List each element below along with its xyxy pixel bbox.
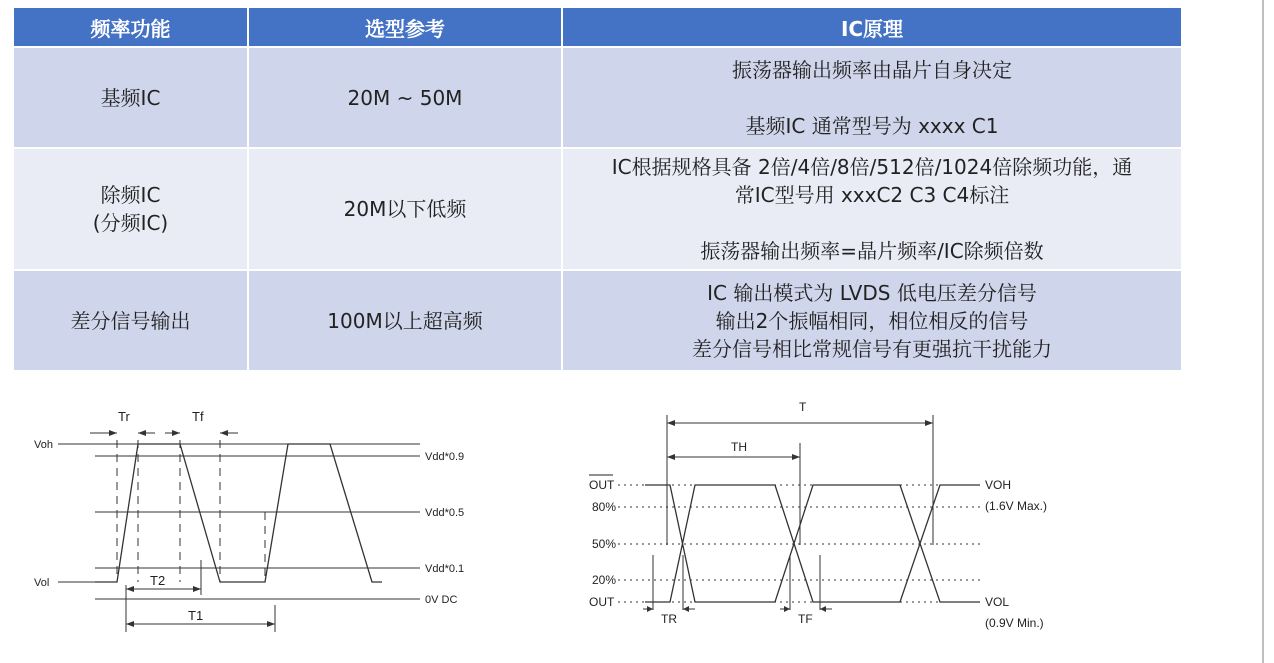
header-func: 频率功能 xyxy=(14,8,248,47)
label-voh: VOH xyxy=(985,478,1012,492)
label-out-bar: OUT xyxy=(589,478,615,492)
label-th: TH xyxy=(731,440,747,454)
lvds-timing-diagram xyxy=(585,395,1065,640)
cell-text: 基频IC xyxy=(100,85,161,110)
cell-text: 振荡器输出频率由晶片自身决定 xyxy=(732,57,1012,82)
cell-func xyxy=(14,47,248,148)
header-ref: 选型参考 xyxy=(248,8,562,47)
table-header-row xyxy=(14,8,1181,47)
label-80: 80% xyxy=(592,500,617,514)
table-row xyxy=(14,148,1181,270)
label-out: OUT xyxy=(589,595,615,609)
cell-ref: 20M以下低频 xyxy=(248,148,562,270)
cell-gap xyxy=(569,209,1175,237)
cell-text: IC 输出模式为 LVDS 低电压差分信号 xyxy=(707,280,1037,305)
label-t1: T1 xyxy=(188,608,204,623)
cell-ref: 20M ~ 50M xyxy=(248,47,562,148)
label-tr: TR xyxy=(661,612,677,626)
cell-text: 差分信号输出 xyxy=(70,308,191,333)
cell-text: 常IC型号用 xxxC2 C3 C4标注 xyxy=(734,183,1010,207)
cell-text: 振荡器输出频率=晶片频率/IC除频倍数 xyxy=(700,239,1044,263)
label-vdd09: Vdd*0.9 xyxy=(425,451,465,463)
label-t2: T2 xyxy=(150,573,166,588)
table-row xyxy=(14,47,1181,148)
cell-text: (分频IC) xyxy=(92,211,169,235)
cell-text: 差分信号相比常规信号有更强抗干扰能力 xyxy=(692,336,1052,361)
label-50: 50% xyxy=(592,537,617,551)
header-principle: IC原理 xyxy=(562,8,1181,47)
cell-func xyxy=(14,270,248,370)
cell-func xyxy=(14,148,248,270)
table-row xyxy=(14,270,1181,370)
label-vdd05: Vdd*0.5 xyxy=(425,507,465,519)
clock-timing-diagram xyxy=(20,400,490,640)
cell-ref: 100M以上超高频 xyxy=(248,270,562,370)
cell-text: 除频IC xyxy=(100,183,161,207)
label-tr: Tr xyxy=(118,409,130,424)
cell-principle xyxy=(562,47,1181,148)
cell-text: IC根据规格具备 2倍/4倍/8倍/512倍/1024倍除频功能，通 xyxy=(611,155,1133,179)
label-tf: Tf xyxy=(192,409,204,424)
label-voh-note: (1.6V Max.) xyxy=(985,499,1048,513)
label-vol-note: (0.9V Min.) xyxy=(985,616,1044,630)
cell-text: 基频IC 通常型号为 xxxx C1 xyxy=(745,113,999,138)
label-0vdc: 0V DC xyxy=(425,594,458,606)
cell-gap xyxy=(569,84,1175,112)
label-vol: Vol xyxy=(34,577,50,589)
ic-frequency-table xyxy=(14,8,1181,370)
cell-text: 输出2个振幅相同，相位相反的信号 xyxy=(715,308,1029,333)
label-voh: Voh xyxy=(34,439,53,451)
label-t: T xyxy=(799,400,807,414)
label-vdd01: Vdd*0.1 xyxy=(425,563,465,575)
label-tf: TF xyxy=(798,612,813,626)
label-vol: VOL xyxy=(985,595,1010,609)
label-20: 20% xyxy=(592,573,617,587)
cell-principle xyxy=(562,270,1181,370)
cell-principle xyxy=(562,148,1181,270)
page-edge-rule xyxy=(1262,0,1264,663)
